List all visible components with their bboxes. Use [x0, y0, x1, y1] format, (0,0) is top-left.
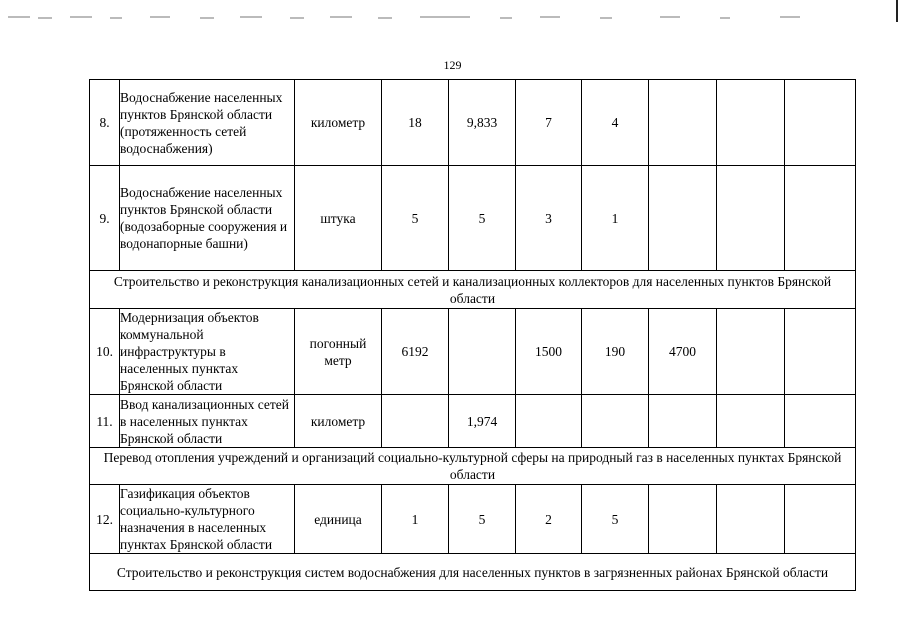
indicator-name: Модернизация объектов коммунальной инфраструктуры в населенных пунктах Брянской области [120, 309, 295, 395]
scan-artifact-marks [0, 0, 905, 30]
row-number: 10. [90, 309, 120, 395]
indicator-name: Газификация объектов социально-культурного назначения в населенных пунктах Брянской области [120, 485, 295, 554]
table-row [90, 309, 856, 395]
value-cell: 1 [582, 166, 649, 271]
row-number: 8. [90, 80, 120, 166]
value-cell: 1 [382, 485, 449, 554]
section-row [90, 448, 856, 485]
value-cell [649, 80, 717, 166]
section-title: Строительство и реконструкция канализационных сетей и канализационных коллекторов для населенных пунктов Брянской области [90, 271, 856, 309]
value-cell: 7 [516, 80, 582, 166]
unit-cell: километр [295, 80, 382, 166]
value-cell: 6192 [382, 309, 449, 395]
value-cell: 9,833 [449, 80, 516, 166]
unit-cell: единица [295, 485, 382, 554]
indicator-name: Ввод канализационных сетей в населенных пунктах Брянской области [120, 395, 295, 448]
value-cell: 5 [382, 166, 449, 271]
indicators-table [89, 79, 856, 591]
value-cell [382, 395, 449, 448]
value-cell: 4 [582, 80, 649, 166]
value-cell [717, 80, 785, 166]
table-row [90, 395, 856, 448]
value-cell: 2 [516, 485, 582, 554]
unit-cell: погонный метр [295, 309, 382, 395]
unit-cell: штука [295, 166, 382, 271]
row-number: 12. [90, 485, 120, 554]
unit-cell: километр [295, 395, 382, 448]
value-cell: 1500 [516, 309, 582, 395]
row-number: 11. [90, 395, 120, 448]
table-row [90, 80, 856, 166]
value-cell: 190 [582, 309, 649, 395]
value-cell [717, 166, 785, 271]
value-cell: 5 [449, 166, 516, 271]
value-cell [717, 395, 785, 448]
value-cell: 3 [516, 166, 582, 271]
value-cell: 1,974 [449, 395, 516, 448]
value-cell [649, 395, 717, 448]
value-cell [717, 309, 785, 395]
value-cell [649, 166, 717, 271]
row-number: 9. [90, 166, 120, 271]
value-cell [785, 80, 856, 166]
table-row [90, 166, 856, 271]
section-title: Строительство и реконструкция систем водоснабжения для населенных пунктов в загрязненных районах Брянской области [90, 554, 856, 591]
section-row [90, 554, 856, 591]
value-cell [649, 485, 717, 554]
value-cell [785, 395, 856, 448]
value-cell [449, 309, 516, 395]
page-number: 129 [443, 58, 462, 72]
value-cell: 5 [582, 485, 649, 554]
indicator-name: Водоснабжение населенных пунктов Брянской области (водозаборные сооружения и водонапорные башни) [120, 166, 295, 271]
value-cell: 5 [449, 485, 516, 554]
scan-edge-mark [896, 0, 898, 22]
value-cell [785, 166, 856, 271]
value-cell [516, 395, 582, 448]
value-cell: 18 [382, 80, 449, 166]
value-cell [785, 485, 856, 554]
value-cell [717, 485, 785, 554]
indicator-name: Водоснабжение населенных пунктов Брянской области (протяженность сетей водоснабжения) [120, 80, 295, 166]
value-cell: 4700 [649, 309, 717, 395]
table-row [90, 485, 856, 554]
section-row [90, 271, 856, 309]
value-cell [582, 395, 649, 448]
section-title: Перевод отопления учреждений и организаций социально-культурной сферы на природный газ в населенных пунктах Брянской области [90, 448, 856, 485]
value-cell [785, 309, 856, 395]
